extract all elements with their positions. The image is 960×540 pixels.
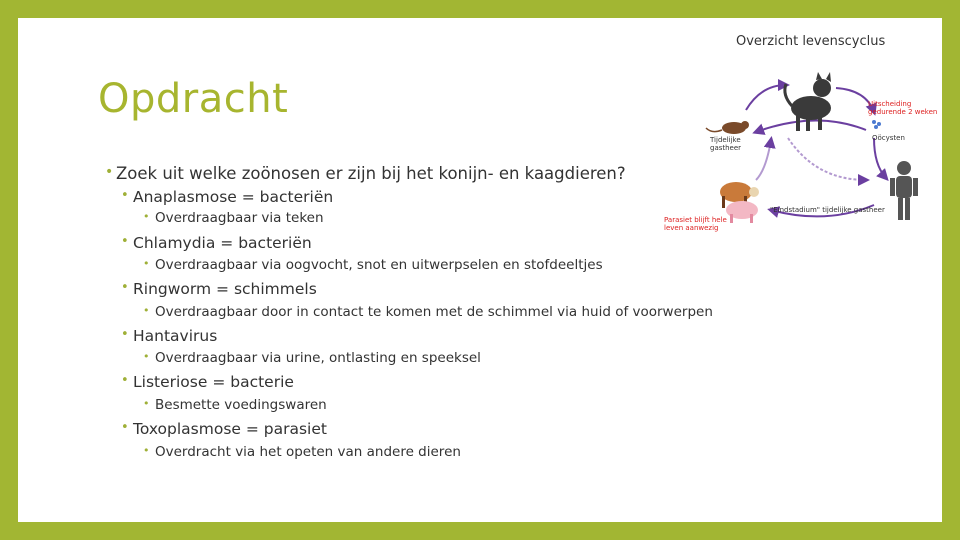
bullet-text: Hantavirus [133,327,218,345]
rat-icon [706,121,749,134]
bullet-item [105,164,626,183]
bullet-dot-icon: • [121,280,129,295]
bullet-text: Overdracht via het opeten van andere dieren [155,444,461,460]
bullet-text: Overdraagbaar via urine, ontlasting en speeksel [155,350,481,366]
bullet-item [121,188,334,206]
bullet-text: Toxoplasmose = parasiet [133,420,327,438]
bullet-dot-icon: • [105,164,114,180]
bullet-text: Anaplasmose = bacteriën [133,188,334,206]
bullet-item [143,444,461,460]
bullet-text: Overdraagbaar via oogvocht, snot en uitwerpselen en stofdeeltjes [155,257,603,273]
label-parasiet: Parasiet blijft hele leven aanwezig [664,216,727,232]
bullet-item [143,257,603,273]
bullet-item [143,350,481,366]
bullet-dot-icon: • [121,373,129,388]
bullet-item [121,234,312,252]
bullet-dot-icon: • [121,420,129,435]
bullet-dot-icon: • [143,304,150,317]
label-eindstadium: "Eindstadium" tijdelijke gastheer [770,206,885,214]
bullet-item [121,420,327,438]
bullet-item [143,397,327,413]
bullet-text: Overdraagbaar door in contact te komen met de schimmel via huid of voorwerpen [155,304,713,320]
bullet-text: Overdraagbaar via teken [155,210,324,226]
label-tijdelijke-gastheer: Tijdelijke gastheer [710,136,742,152]
bullet-text: Listeriose = bacterie [133,373,294,391]
bullet-text: Chlamydia = bacteriën [133,234,312,252]
bullet-dot-icon: • [121,188,129,203]
lifecycle-diagram [646,30,942,230]
slide-title: Opdracht [98,76,289,122]
bullet-item [143,210,324,226]
bullet-dot-icon: • [143,210,150,223]
bullet-item [121,280,317,298]
bullet-text: Besmette voedingswaren [155,397,327,413]
bullet-item [121,373,294,391]
bullet-text: Zoek uit welke zoönosen er zijn bij het konijn- en kaagdieren? [116,164,626,183]
label-uitscheiding: Uitscheiding gedurende 2 weken [868,100,938,116]
lifecycle-title: Overzicht levenscyclus [736,34,886,49]
bullet-dot-icon: • [143,444,150,457]
bullet-dot-icon: • [121,234,129,249]
bullet-dot-icon: • [143,257,150,270]
lifecycle-arrows [646,30,942,230]
bullet-dot-icon: • [143,397,150,410]
bullet-dot-icon: • [143,350,150,363]
bullet-dot-icon: • [121,327,129,342]
oocyst-icon [872,120,881,129]
human-icon [890,161,918,220]
bullet-item [121,327,218,345]
label-oocysten: Oöcysten [872,134,905,142]
slide [18,18,942,522]
bullet-item [143,304,713,320]
bullet-text: Ringworm = schimmels [133,280,317,298]
